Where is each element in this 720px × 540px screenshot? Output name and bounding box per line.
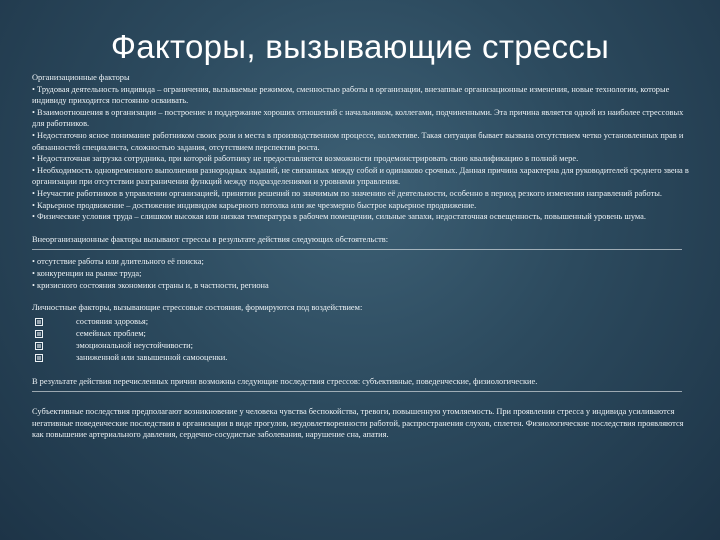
org-factor-item: • Неучастие работников в управлении организацией, принятии решений по значимым по значению её деятельности, особенно в период резкого изменения направлений работы.	[32, 188, 662, 198]
org-factors-heading: Организационные факторы	[32, 73, 130, 82]
checkbox-bullet-icon	[35, 318, 43, 326]
org-factor-item: • Трудовая деятельность индивида – ограничения, вызываемые режимом, сменностью работы в организации, внезапные организационные изменения, новые технологии, которые индивиду приходится постоянно осваивать.	[32, 84, 670, 106]
divider	[32, 391, 682, 392]
nonorg-factor-item: • отсутствие работы или длительного её поиска;	[32, 257, 204, 267]
personal-factors-heading: Личностные факторы, вызывающие стрессовые состояния, формируются под воздействием:	[32, 303, 363, 313]
nonorg-factor-item: • кризисного состояния экономики страны и, в частности, региона	[32, 280, 269, 290]
list-item: эмоциональной неустойчивости;	[32, 340, 692, 352]
org-factor-item: • Взаимоотношения в организации – построение и поддержание хороших отношений с начальником, коллегами, подчиненными. Эта причина является одной из наиболее стрессовых для работников.	[32, 107, 684, 129]
org-factor-item: • Физические условия труда – слишком высокая или низкая температура в рабочем помещении, сильные запахи, недостаточная освещенность, повышенный уровень шума.	[32, 212, 646, 222]
org-factor-item: • Недостаточная загрузка сотрудника, при которой работнику не предоставляется возможности продемонстрировать свою квалификацию в полной мере.	[32, 154, 579, 164]
personal-factors-list	[32, 316, 692, 365]
nonorg-factor-item: • конкуренции на рынке труда;	[32, 268, 142, 278]
divider	[32, 249, 682, 250]
org-factor-item: • Карьерное продвижение – достижение индивидом карьерного потолка или же чрезмерно быстрое карьерное продвижение.	[32, 200, 477, 210]
slide-title: Факторы, вызывающие стрессы	[110, 28, 610, 65]
checkbox-bullet-icon	[35, 330, 43, 338]
checkbox-bullet-icon	[35, 354, 43, 362]
subjective-consequences-text: Субъективные последствия предполагают возникновение у человека чувства беспокойства, тревоги, повышенную утомляемость. При проявлении стресса у индивида усиливаются негативные поведенческие последствия в организации в виде прогулов, неудовлетворенности работой, распространения слухов, сплетен. Физиологические последствия проявляются как повышение артериального давления, сердечно-сосудистые заболевания, нарушение сна, апатия.	[32, 407, 684, 440]
checkbox-bullet-icon	[35, 342, 43, 350]
list-item: семейных проблем;	[32, 328, 692, 340]
list-item: состояния здоровья;	[32, 316, 692, 328]
consequences-heading: В результате действия перечисленных причин возможны следующие последствия стрессов: субъективные, поведенческие, физиологические.	[32, 376, 538, 386]
list-item: заниженной или завышенной самооценки.	[32, 352, 692, 364]
org-factor-item: • Недостаточно ясное понимание работником своих роли и места в производственном процессе, коллективе. Такая ситуация бывает вызвана отсутствием четко установленных прав и обязанностей специалиста, сложностью задания, отсутствием перспектив роста.	[32, 130, 684, 152]
slide-content	[32, 72, 692, 441]
nonorg-factors-heading: Внеорганизационные факторы вызывают стрессы в результате действия следующих обстоятельств:	[32, 234, 389, 244]
org-factor-item: • Необходимость одновременного выполнения разнородных заданий, не связанных между собой и одинаково срочных. Данная причина характерна для руководителей среднего звена в организации при отсутствии разграничения функций между подразделениями и уровнями управления.	[32, 165, 689, 187]
